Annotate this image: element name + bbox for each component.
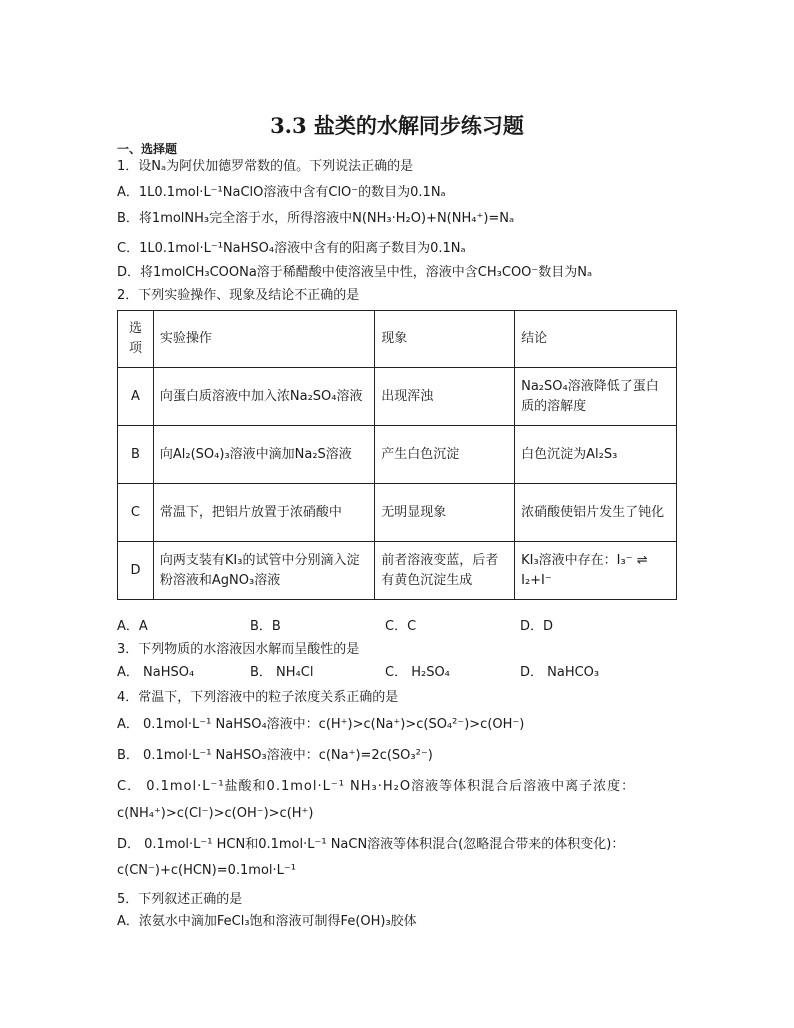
row-option: A bbox=[118, 368, 154, 426]
q2-choice-c: C．C bbox=[385, 619, 417, 634]
header-phenomenon: 现象 bbox=[375, 311, 515, 368]
q1-option-a: A．1L0.1mol·L⁻¹NaClO溶液中含有ClO⁻的数目为0.1Nₐ bbox=[117, 185, 446, 200]
row-phenomenon: 出现浑浊 bbox=[375, 368, 515, 426]
q1-option-d: D．将1molCH₃COONa溶于稀醋酸中使溶液呈中性，溶液中含CH₃COO⁻数目为Nₐ bbox=[117, 265, 593, 280]
row-option: D bbox=[118, 542, 154, 600]
q5-stem: 5．下列叙述正确的是 bbox=[117, 892, 243, 907]
q3-choice-d: D． NaHCO₃ bbox=[520, 665, 600, 680]
row-operation: 向Al₂(SO₄)₃溶液中滴加Na₂S溶液 bbox=[153, 426, 374, 484]
row-phenomenon: 前者溶液变蓝，后者有黄色沉淀生成 bbox=[375, 542, 515, 600]
table-row bbox=[118, 426, 677, 484]
q4-option-b: B． 0.1mol·L⁻¹ NaHSO₃溶液中：c(Na⁺)=2c(SO₃²⁻) bbox=[117, 748, 433, 763]
table-row bbox=[118, 368, 677, 426]
q4-option-c-line2: c(NH₄⁺)>c(Cl⁻)>c(OH⁻)>c(H⁺) bbox=[117, 806, 314, 821]
table-row bbox=[118, 542, 677, 600]
row-operation: 向蛋白质溶液中加入浓Na₂SO₄溶液 bbox=[153, 368, 374, 426]
row-option: C bbox=[118, 484, 154, 542]
q4-option-d-line2: c(CN⁻)+c(HCN)=0.1mol·L⁻¹ bbox=[117, 863, 296, 878]
q4-option-a: A． 0.1mol·L⁻¹ NaHSO₄溶液中：c(H⁺)>c(Na⁺)>c(SO₄²⁻)>c(OH⁻) bbox=[117, 717, 525, 732]
q4-option-d-line1: D． 0.1mol·L⁻¹ HCN和0.1mol·L⁻¹ NaCN溶液等体积混合(忽略混合带来的体积变化)： bbox=[117, 837, 625, 852]
q4-stem: 4．常温下，下列溶液中的粒子浓度关系正确的是 bbox=[117, 690, 399, 705]
q3-choice-a: A． NaHSO₄ bbox=[117, 665, 195, 680]
page-title: 3.3 盐类的水解同步练习题 bbox=[270, 113, 524, 138]
q2-choice-a: A．A bbox=[117, 619, 148, 634]
row-operation: 向两支装有KI₃的试管中分别滴入淀粉溶液和AgNO₃溶液 bbox=[153, 542, 374, 600]
row-phenomenon: 产生白色沉淀 bbox=[375, 426, 515, 484]
q2-choice-b: B．B bbox=[250, 619, 281, 634]
table-header-row bbox=[118, 311, 677, 368]
q5-option-a: A．浓氨水中滴加FeCl₃饱和溶液可制得Fe(OH)₃胶体 bbox=[117, 914, 417, 929]
q1-stem: 1．设Nₐ为阿伏加德罗常数的值。下列说法正确的是 bbox=[117, 159, 414, 174]
q2-stem: 2．下列实验操作、现象及结论不正确的是 bbox=[117, 288, 360, 303]
q4-option-c-line1: C． 0.1mol·L⁻¹盐酸和0.1mol·L⁻¹ NH₃·H₂O溶液等体积混合后溶液中离子浓度： bbox=[117, 779, 636, 794]
q2-choice-d: D．D bbox=[520, 619, 554, 634]
q3-choice-c: C． H₂SO₄ bbox=[385, 665, 450, 680]
header-operation: 实验操作 bbox=[153, 311, 374, 368]
q1-option-c: C．1L0.1mol·L⁻¹NaHSO₄溶液中含有的阳离子数目为0.1Nₐ bbox=[117, 241, 466, 256]
row-operation: 常温下，把铝片放置于浓硝酸中 bbox=[153, 484, 374, 542]
row-conclusion: 白色沉淀为Al₂S₃ bbox=[515, 426, 677, 484]
q3-stem: 3．下列物质的水溶液因水解而呈酸性的是 bbox=[117, 642, 360, 657]
row-conclusion: 浓硝酸使铝片发生了钝化 bbox=[515, 484, 677, 542]
q1-option-b: B．将1molNH₃完全溶于水，所得溶液中N(NH₃·H₂O)+N(NH₄⁺)=Nₐ bbox=[117, 211, 515, 226]
table-row bbox=[118, 484, 677, 542]
section-heading: 一、选择题 bbox=[117, 142, 178, 156]
row-phenomenon: 无明显现象 bbox=[375, 484, 515, 542]
experiment-table bbox=[117, 310, 677, 600]
row-option: B bbox=[118, 426, 154, 484]
header-option: 选项 bbox=[118, 311, 154, 368]
q3-choice-b: B． NH₄Cl bbox=[250, 665, 314, 680]
row-conclusion: KI₃溶液中存在：I₃⁻ ⇌ I₂+I⁻ bbox=[515, 542, 677, 600]
row-conclusion: Na₂SO₄溶液降低了蛋白质的溶解度 bbox=[515, 368, 677, 426]
header-conclusion: 结论 bbox=[515, 311, 677, 368]
